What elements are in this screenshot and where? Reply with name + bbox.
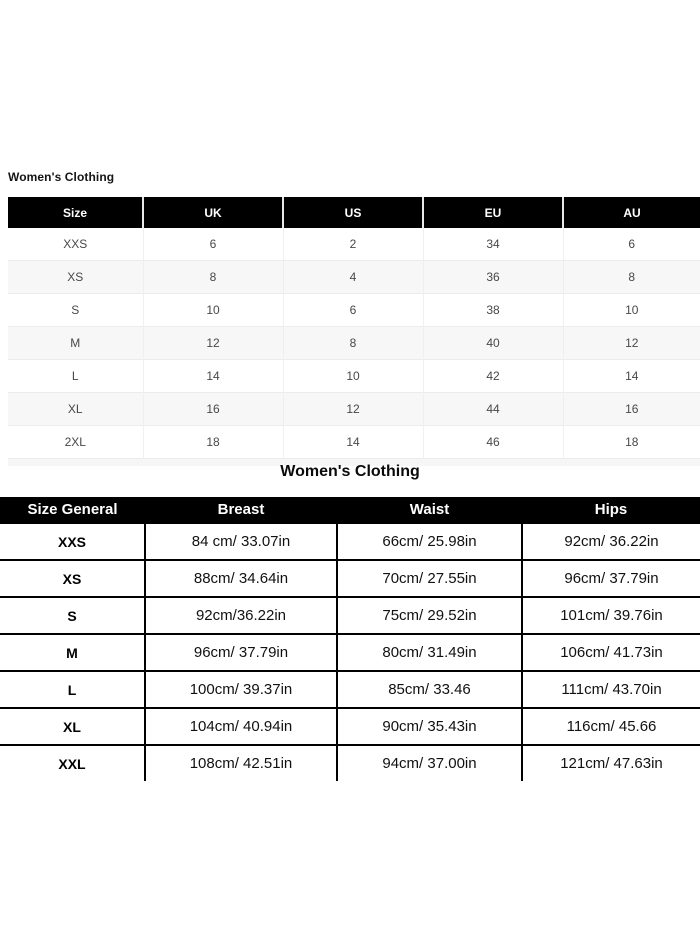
column-header-hips: Hips [522,497,700,523]
au-cell: 6 [563,228,700,261]
eu-cell: 42 [423,360,563,393]
au-cell: 18 [563,426,700,459]
breast-cell: 88cm/ 34.64in [145,560,337,597]
waist-cell: 85cm/ 33.46 [337,671,522,708]
size-cell: XL [8,393,143,426]
table-row [8,426,700,459]
size-cell: S [8,294,143,327]
hips-cell: 116cm/ 45.66 [522,708,700,745]
size-cell: M [0,634,145,671]
us-cell: 12 [283,393,423,426]
eu-cell: 44 [423,393,563,426]
measurements-table [0,497,700,781]
table-row [8,360,700,393]
uk-cell: 12 [143,327,283,360]
breast-cell: 96cm/ 37.79in [145,634,337,671]
hips-cell: 121cm/ 47.63in [522,745,700,781]
column-header-eu: EU [423,197,563,228]
waist-cell: 75cm/ 29.52in [337,597,522,634]
table-row [8,228,700,261]
table-row [8,294,700,327]
us-cell: 2 [283,228,423,261]
table-row [8,393,700,426]
hips-cell: 106cm/ 41.73in [522,634,700,671]
table-row [0,634,700,671]
column-header-uk: UK [143,197,283,228]
column-header-size-general: Size General [0,497,145,523]
table1-caption: Women's Clothing [8,170,115,184]
size-cell: S [0,597,145,634]
table-row [0,523,700,560]
au-cell: 14 [563,360,700,393]
breast-cell: 100cm/ 39.37in [145,671,337,708]
size-cell: XL [0,708,145,745]
uk-cell: 10 [143,294,283,327]
size-cell: XXL [0,745,145,781]
column-header-au: AU [563,197,700,228]
us-cell: 4 [283,261,423,294]
us-cell: 6 [283,294,423,327]
table-row [0,671,700,708]
au-cell: 16 [563,393,700,426]
au-cell: 12 [563,327,700,360]
hips-cell: 101cm/ 39.76in [522,597,700,634]
hips-cell: 92cm/ 36.22in [522,523,700,560]
breast-cell: 104cm/ 40.94in [145,708,337,745]
au-cell: 8 [563,261,700,294]
uk-cell: 8 [143,261,283,294]
eu-cell: 46 [423,426,563,459]
size-cell: M [8,327,143,360]
size-cell: L [0,671,145,708]
uk-cell: 14 [143,360,283,393]
size-cell: XS [8,261,143,294]
us-cell: 10 [283,360,423,393]
table-row [8,261,700,294]
column-header-waist: Waist [337,497,522,523]
breast-cell: 92cm/36.22in [145,597,337,634]
hips-cell: 96cm/ 37.79in [522,560,700,597]
measurements-table-header [0,497,700,523]
header-row [8,197,700,228]
eu-cell: 34 [423,228,563,261]
uk-cell: 18 [143,426,283,459]
us-cell: 8 [283,327,423,360]
column-header-size: Size [8,197,143,228]
table-row [0,560,700,597]
breast-cell: 108cm/ 42.51in [145,745,337,781]
size-conversion-table [8,197,700,466]
waist-cell: 94cm/ 37.00in [337,745,522,781]
au-cell: 10 [563,294,700,327]
breast-cell: 84 cm/ 33.07in [145,523,337,560]
waist-cell: 80cm/ 31.49in [337,634,522,671]
eu-cell: 40 [423,327,563,360]
hips-cell: 111cm/ 43.70in [522,671,700,708]
uk-cell: 16 [143,393,283,426]
us-cell: 14 [283,426,423,459]
size-cell: XXS [63,237,88,251]
size-cell: 2XL [8,426,143,459]
page-title: Women's Clothing [280,463,420,480]
size-cell: XS [0,560,145,597]
table-row [0,745,700,781]
eu-cell: 38 [423,294,563,327]
column-header-breast: Breast [145,497,337,523]
size-conversion-table-header [8,197,700,228]
size-cell: L [8,360,143,393]
header-row [0,497,700,523]
size-cell: XXS [0,523,145,560]
uk-cell: 6 [143,228,283,261]
table-row [0,597,700,634]
waist-cell: 70cm/ 27.55in [337,560,522,597]
table-row [0,708,700,745]
eu-cell: 36 [423,261,563,294]
table-row [8,327,700,360]
waist-cell: 66cm/ 25.98in [337,523,522,560]
waist-cell: 90cm/ 35.43in [337,708,522,745]
column-header-us: US [283,197,423,228]
